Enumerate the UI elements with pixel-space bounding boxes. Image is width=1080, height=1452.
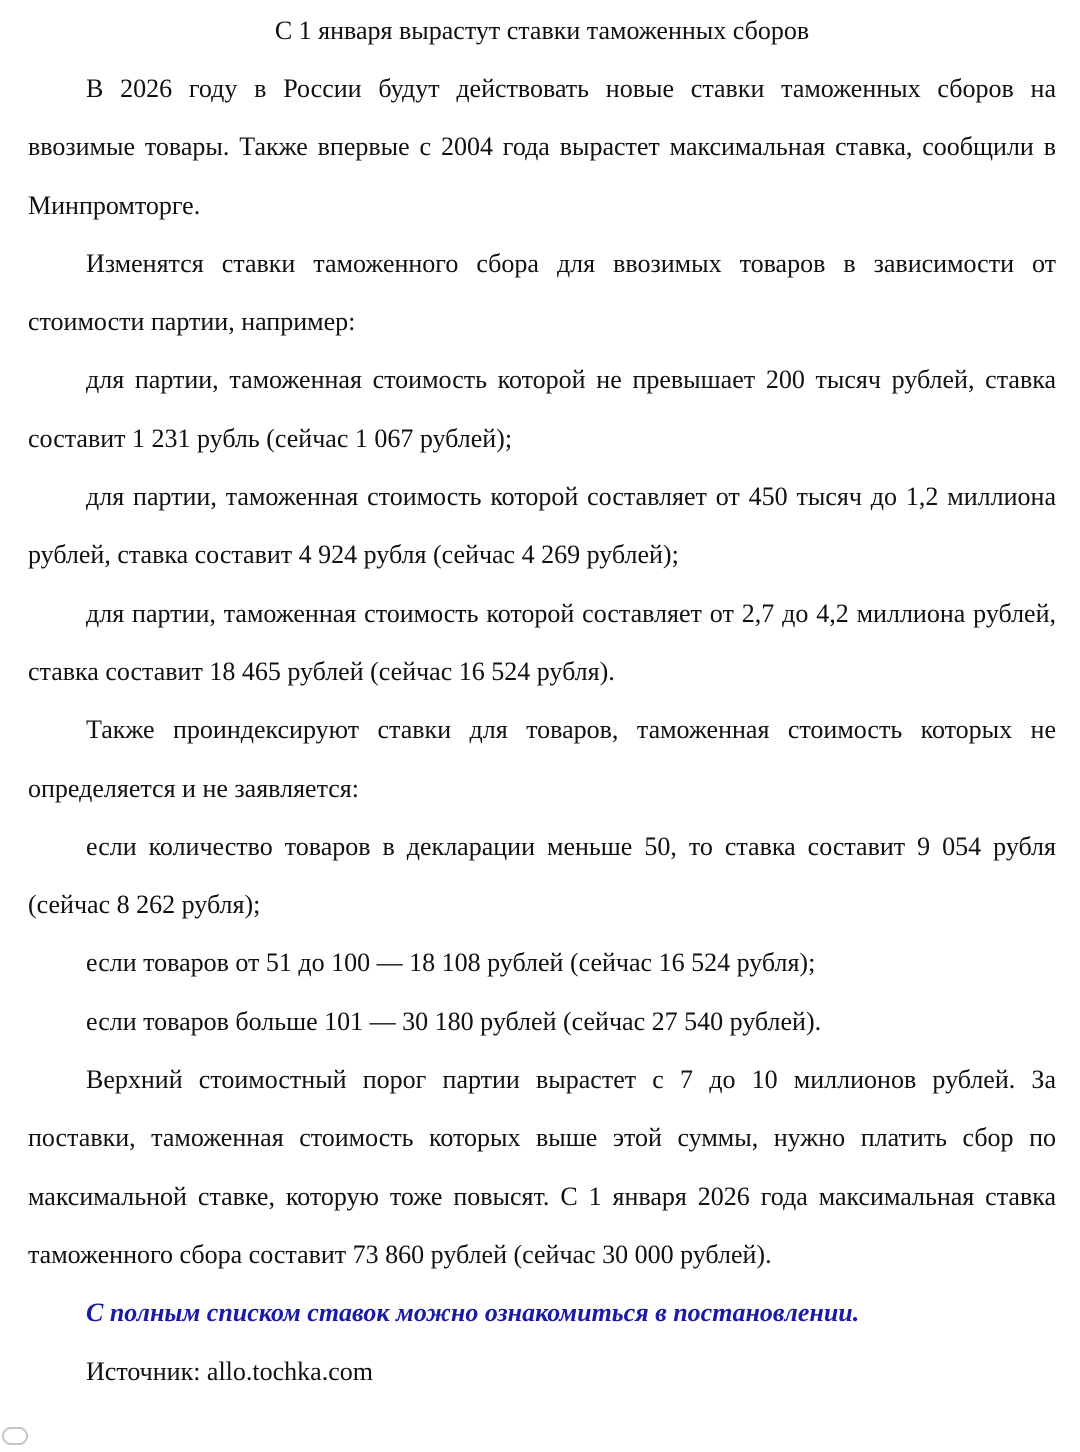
paragraph-rate-450k: для партии, таможенная стоимость которой составляет от 450 тысяч до 1,2 миллиона рублей, ставка составит 4 924 рубля (сейчас 4 269 рублей); <box>28 482 1056 570</box>
full-list-link[interactable]: С полным списком ставок можно ознакомиться в постановлении. <box>86 1298 860 1328</box>
watermark <box>2 1422 122 1450</box>
paragraph-rates-change: Изменятся ставки таможенного сбора для ввозимых товаров в зависимости от стоимости партии, например: <box>28 248 1056 337</box>
watermark-logo-icon <box>2 1427 28 1445</box>
paragraph-less-50: если количество товаров в декларации меньше 50, то ставка составит 9 054 рубля (сейчас 8 262 рубля); <box>28 831 1056 920</box>
document-page <box>28 0 1056 1401</box>
source-line: Источник: allo.tochka.com <box>86 1356 373 1386</box>
paragraph-more-101: если товаров больше 101 — 30 180 рублей (сейчас 27 540 рублей). <box>86 1006 822 1036</box>
paragraph-max-rate: Верхний стоимостный порог партии вырастет с 7 до 10 миллионов рублей. За поставки, таможенная стоимость которых выше этой суммы, нужно платить сбор по максимальной ставке, которую тоже повысят. С 1 января 2026 года максимальная ставка таможенного сбора составит 73 860 рублей (сейчас 30 000 рублей). <box>28 1065 1056 1269</box>
document-title: С 1 января вырастут ставки таможенных сборов <box>274 16 810 45</box>
paragraph-rate-200k: для партии, таможенная стоимость которой не превышает 200 тысяч рублей, ставка составит 1 231 рубль (сейчас 1 067 рублей); <box>28 365 1056 453</box>
paragraph-indexation: Также проиндексируют ставки для товаров, таможенная стоимость которых не определяется и не заявляется: <box>28 715 1056 803</box>
paragraph-intro: В 2026 году в России будут действовать новые ставки таможенных сборов на ввозимые товары. Также впервые с 2004 года вырастет максимальная ставка, сообщили в Минпромторге. <box>28 74 1056 220</box>
paragraph-rate-2-7m: для партии, таможенная стоимость которой составляет от 2,7 до 4,2 миллиона рублей, ставка составит 18 465 рублей (сейчас 16 524 рубля). <box>28 598 1056 686</box>
paragraph-51-100: если товаров от 51 до 100 — 18 108 рублей (сейчас 16 524 рубля); <box>86 948 816 978</box>
